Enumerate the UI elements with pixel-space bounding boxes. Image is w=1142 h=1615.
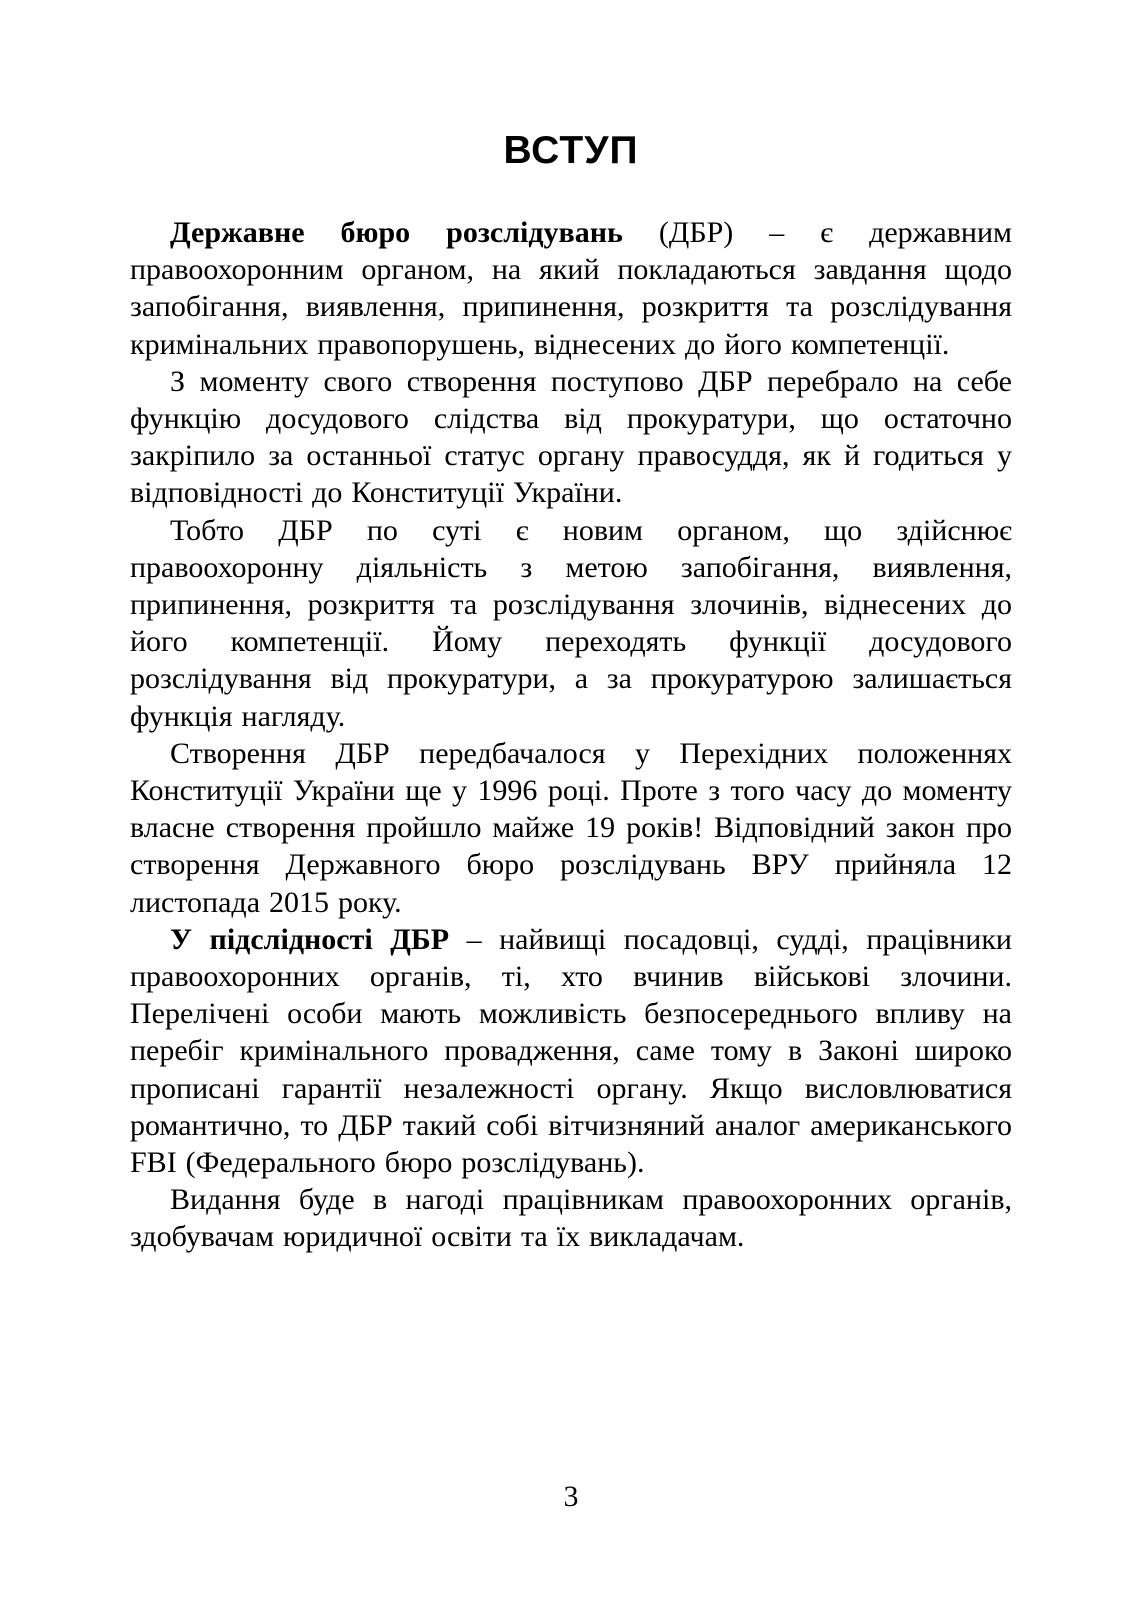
document-body (130, 214, 1012, 1256)
paragraph-2 (130, 363, 1012, 512)
paragraph-5-text: – найвищі посадовці, судді, працівники правоохоронних органів, ті, хто вчинив військові злочини. Перелічені особи мають можливість безпосереднього впливу на перебіг кримінального провадження, саме тому в Законі широко прописані гарантії незалежності органу. Якщо висловлюватися романтично, то ДБР такий собі вітчизняний аналог американського FBI (Федерального бюро розслідувань). (130, 922, 1012, 1180)
paragraph-1-text: (ДБР) – є державним правоохоронним органом, на який покладаються завдання щодо запобігання, виявлення, припинення, розкриття та розслідування кримінальних правопорушень, віднесених до його компетенції. (130, 216, 1012, 361)
paragraph-2-text: З моменту свого створення поступово ДБР перебрало на себе функцію досудового слідства від прокуратури, що остаточно закріпило за останньої статус органу правосуддя, як й годиться у відповідності до Конституції України. (130, 364, 1012, 510)
page-number: 3 (563, 1480, 579, 1513)
paragraph-3 (130, 512, 1012, 735)
paragraph-6-text: Видання буде в нагоді працівникам правоохоронних органів, здобувачам юридичної освіти та їх викладачам. (130, 1183, 1012, 1254)
paragraph-4-text: Створення ДБР передбачалося у Перехідних положеннях Конституції України ще у 1996 році. Проте з того часу до моменту власне створення пройшло майже 19 років! Відповідний закон про створення Державного бюро розслідувань ВРУ прийняла 12 листопада 2015 року. (130, 736, 1012, 919)
paragraph-4 (130, 735, 1012, 921)
paragraph-6 (130, 1181, 1012, 1255)
paragraph-5-bold-lead: У підслідності ДБР (170, 922, 450, 956)
paragraph-1 (130, 214, 1012, 363)
paragraph-1-bold-lead: Державне бюро розслідувань (170, 216, 623, 249)
paragraph-5 (130, 921, 1012, 1181)
paragraph-3-text: Тобто ДБР по суті є новим органом, що здійснює правоохоронну діяльність з метою запобігання, виявлення, припинення, розкриття та розслідування злочинів, віднесених до його компетенції. Йому переходять функції досудового розслідування від прокуратури, а за прокуратурою залишається функція нагляду. (130, 513, 1012, 733)
page-title: ВСТУП (503, 129, 639, 172)
